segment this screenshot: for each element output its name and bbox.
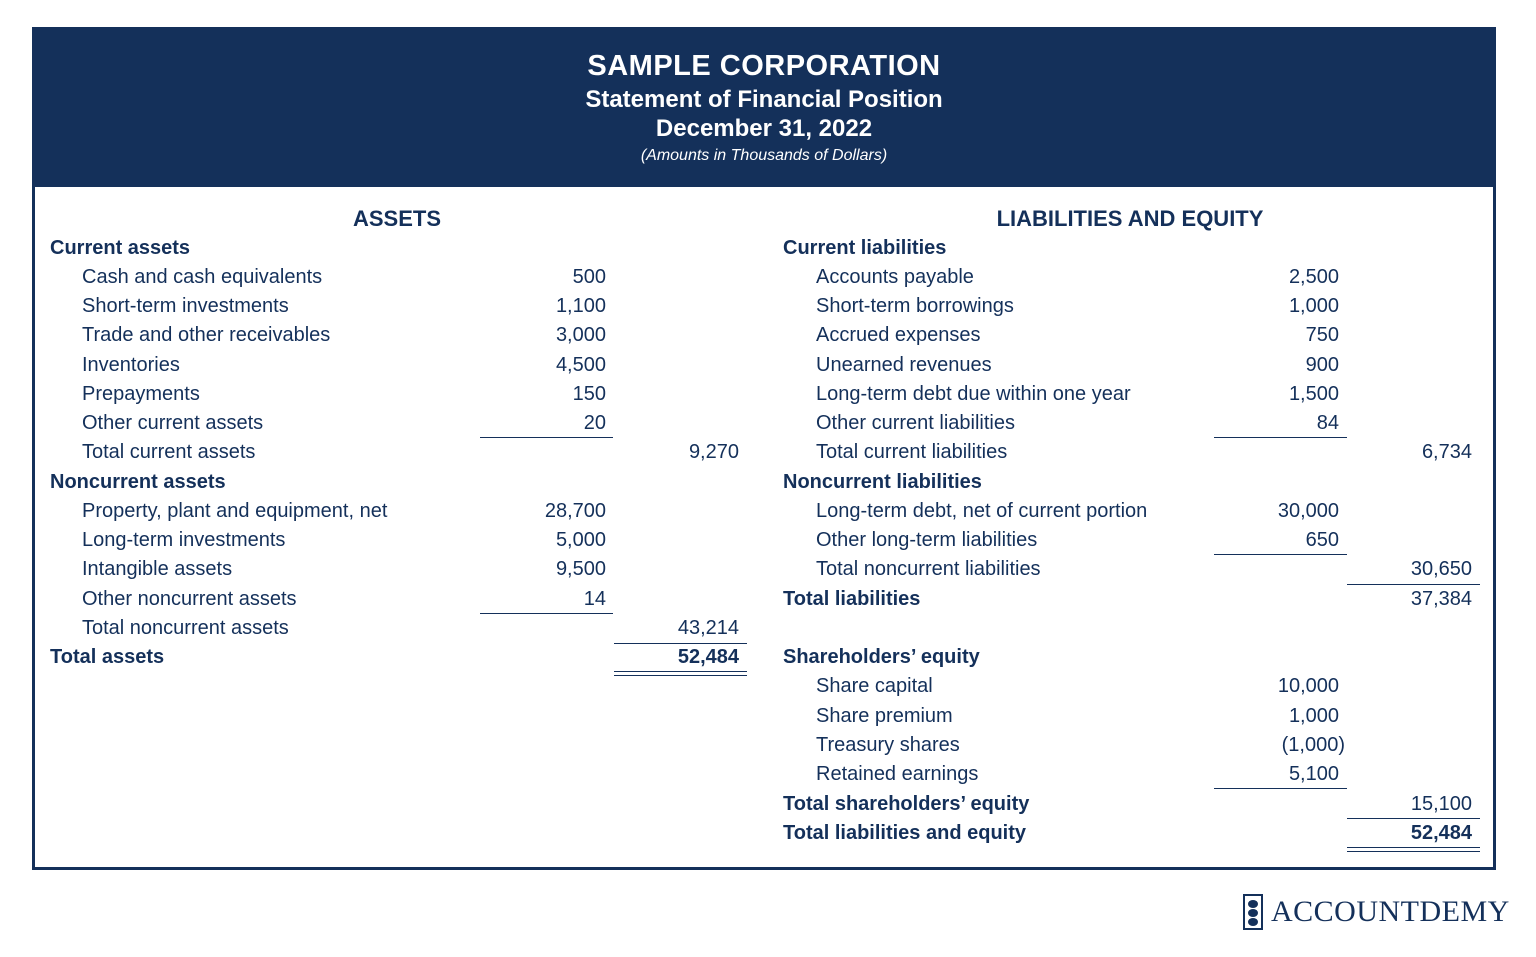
asset-value: 28,700	[544, 500, 606, 522]
total-assets-label: Total assets	[50, 646, 165, 668]
liability-value: 1,000	[1288, 295, 1339, 317]
liability-label: Unearned revenues	[816, 354, 992, 376]
accountdemy-logo-text: ACCOUNTDEMY	[1271, 895, 1510, 928]
asset-value: 1,100	[555, 295, 606, 317]
statement-title: Statement of Financial Position	[585, 86, 943, 113]
asset-value: 5,000	[555, 529, 606, 551]
total-liabilities-equity-value: 52,484	[1410, 822, 1472, 844]
equity-label: Share premium	[816, 705, 953, 727]
company-name: SAMPLE CORPORATION	[587, 50, 941, 82]
equity-value: 1,000	[1288, 705, 1339, 727]
asset-label: Property, plant and equipment, net	[82, 500, 388, 522]
liability-label: Accounts payable	[816, 266, 974, 288]
total-equity-value: 15,100	[1410, 793, 1472, 815]
liability-label: Short-term borrowings	[816, 295, 1014, 317]
asset-label: Long-term investments	[82, 529, 286, 551]
grand-total-double-underline	[1347, 847, 1480, 852]
total-assets-value: 52,484	[677, 646, 739, 668]
asset-label: Intangible assets	[82, 558, 233, 580]
equity-label: Retained earnings	[816, 763, 979, 785]
liability-label: Long-term debt due within one year	[816, 383, 1131, 405]
asset-label: Short-term investments	[82, 295, 289, 317]
subtotal-underline	[480, 613, 613, 614]
total-equity-label: Total shareholders’ equity	[783, 793, 1030, 815]
asset-value: 500	[572, 266, 606, 288]
asset-label: Trade and other receivables	[82, 324, 331, 346]
asset-value: 20	[583, 412, 606, 434]
asset-value: 150	[572, 383, 606, 405]
asset-value: 4,500	[555, 354, 606, 376]
amounts-note: (Amounts in Thousands of Dollars)	[640, 147, 888, 164]
liability-value: 900	[1305, 354, 1339, 376]
total-noncurrent-liabilities-label: Total noncurrent liabilities	[816, 558, 1041, 580]
subtotal-underline	[480, 437, 613, 438]
grand-total-double-underline	[614, 671, 747, 676]
asset-label: Prepayments	[82, 383, 200, 405]
liability-label: Other current liabilities	[816, 412, 1015, 434]
noncurrent-assets-heading: Noncurrent assets	[50, 471, 226, 493]
total-current-assets-label: Total current assets	[82, 441, 256, 463]
liability-value: 650	[1305, 529, 1339, 551]
liability-label: Other long-term liabilities	[816, 529, 1038, 551]
liability-label: Long-term debt, net of current portion	[816, 500, 1148, 522]
asset-value: 9,500	[555, 558, 606, 580]
total-noncurrent-assets-label: Total noncurrent assets	[82, 617, 289, 639]
noncurrent-liabilities-heading: Noncurrent liabilities	[783, 471, 982, 493]
liability-value: 84	[1316, 412, 1339, 434]
asset-label: Other current assets	[82, 412, 264, 434]
current-liabilities-heading: Current liabilities	[783, 237, 947, 259]
total-current-liabilities-label: Total current liabilities	[816, 441, 1008, 463]
asset-label: Inventories	[82, 354, 180, 376]
equity-value: 10,000	[1277, 675, 1339, 697]
asset-label: Other noncurrent assets	[82, 588, 297, 610]
liabilities-equity-heading: LIABILITIES AND EQUITY	[996, 206, 1264, 231]
asset-label: Cash and cash equivalents	[82, 266, 323, 288]
liability-value: 30,000	[1277, 500, 1339, 522]
accountdemy-logo-icon	[1243, 894, 1263, 930]
equity-value: 5,100	[1288, 763, 1339, 785]
subtotal-underline	[1214, 437, 1347, 438]
subtotal-underline	[1214, 554, 1347, 555]
asset-value: 14	[583, 588, 606, 610]
total-noncurrent-liabilities-value: 30,650	[1410, 558, 1472, 580]
total-liabilities-value: 37,384	[1410, 588, 1472, 610]
subtotal-underline	[1214, 788, 1347, 789]
total-noncurrent-assets-value: 43,214	[677, 617, 739, 639]
liability-value: 1,500	[1288, 383, 1339, 405]
equity-label: Treasury shares	[816, 734, 960, 756]
total-liabilities-label: Total liabilities	[783, 588, 921, 610]
total-liabilities-equity-label: Total liabilities and equity	[783, 822, 1026, 844]
liability-value: 2,500	[1288, 266, 1339, 288]
total-current-assets-value: 9,270	[688, 441, 739, 463]
liability-value: 750	[1305, 324, 1339, 346]
current-assets-heading: Current assets	[50, 237, 191, 259]
equity-value: (1,000)	[1281, 734, 1345, 756]
shareholders-equity-heading: Shareholders’ equity	[783, 646, 980, 668]
equity-label: Share capital	[816, 675, 933, 697]
liability-label: Accrued expenses	[816, 324, 981, 346]
total-current-liabilities-value: 6,734	[1421, 441, 1472, 463]
asset-value: 3,000	[555, 324, 606, 346]
assets-heading: ASSETS	[352, 206, 442, 231]
statement-date: December 31, 2022	[655, 115, 873, 142]
statement-header	[35, 30, 1493, 187]
